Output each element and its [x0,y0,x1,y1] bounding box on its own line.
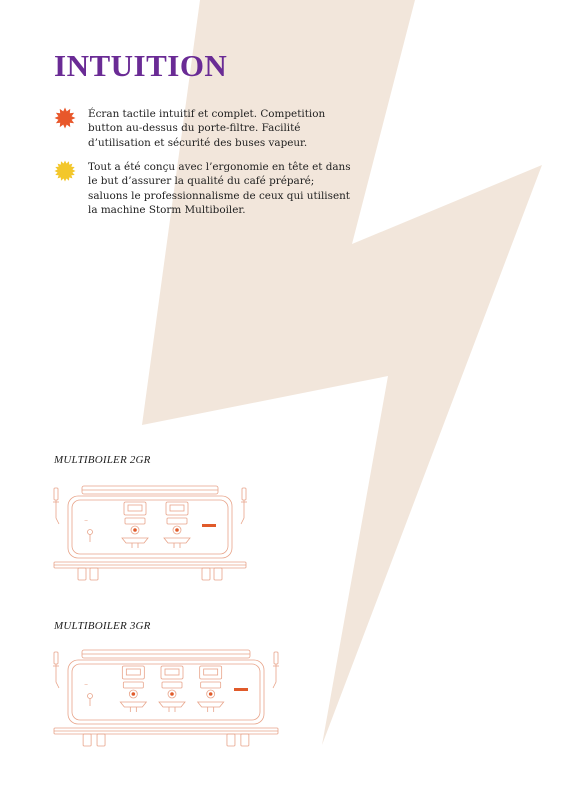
steam-knob-1 [242,488,246,500]
touch-display-screen-2 [170,505,184,511]
touch-display-2 [161,666,183,679]
multiboiler-3gr-drawing [50,648,282,752]
portafilter-2 [159,702,185,707]
touch-display-3 [200,666,222,679]
machine-foot-1 [78,568,86,580]
machine-foot-1 [83,734,91,746]
starburst-icon [54,107,76,129]
steam-knob-0 [54,652,58,664]
portafilter-2 [164,538,190,543]
competition-button-dot-2 [175,528,179,532]
page-title: INTUITION [54,48,228,83]
touch-display-1 [124,502,146,515]
steam-wand-0 [56,500,59,524]
feature-text-1: Écran tactile intuitif et complet. Competition button au-dessus du porte-filtre. Facilité d’utilisation et sécurité des buses vapeur. [88,108,326,149]
competition-button-dot-3 [209,692,213,696]
portafilter-3 [198,702,224,707]
machine-foot-2 [97,734,105,746]
touch-display-1 [122,666,144,679]
steam-knob-0 [54,488,58,500]
steam-wand-0 [56,664,59,688]
machine-foot-2 [90,568,98,580]
feature-bullet-2 [54,160,354,220]
steam-knob-1 [274,652,278,664]
brand-logo-mark: ~ [84,518,89,524]
machine-body-inner [72,664,260,720]
brand-badge [202,524,216,527]
group-head-1 [125,518,145,524]
machine-foot-3 [227,734,235,746]
touch-display-screen-1 [128,505,142,511]
group-head-3 [201,682,221,688]
steam-wand-1 [273,664,276,688]
touch-display-screen-3 [204,669,218,675]
group-head-2 [162,682,182,688]
group-head-2 [167,518,187,524]
machine-foot-4 [241,734,249,746]
touch-display-screen-1 [126,669,140,675]
touch-display-2 [166,502,188,515]
group-head-1 [123,682,143,688]
competition-button-dot-2 [170,692,174,696]
hot-water-knob [88,530,93,535]
multiboiler-2gr-drawing [50,484,250,586]
machine-body-outline [68,660,264,724]
brand-badge [234,688,248,691]
portafilter-1 [120,702,146,707]
competition-button-dot-1 [133,528,137,532]
touch-display-screen-2 [165,669,179,675]
competition-button-dot-1 [132,692,136,696]
machine-foot-4 [214,568,222,580]
machine-foot-3 [202,568,210,580]
machine-caption-3gr: MULTIBOILER 3GR [54,620,151,632]
feature-bullet-1 [54,107,354,157]
brand-logo-mark: ~ [84,682,89,688]
feature-text-2: Tout a été conçu avec l’ergonomie en tête et dans le but d’assurer la qualité du café préparé; saluons le professionnalisme de ceux qui utilisent la machine Storm Multiboiler. [88,161,351,217]
machine-caption-2gr: MULTIBOILER 2GR [54,454,151,466]
hot-water-knob [88,694,93,699]
portafilter-1 [122,538,148,543]
sun-icon [54,160,76,182]
steam-wand-1 [241,500,244,524]
